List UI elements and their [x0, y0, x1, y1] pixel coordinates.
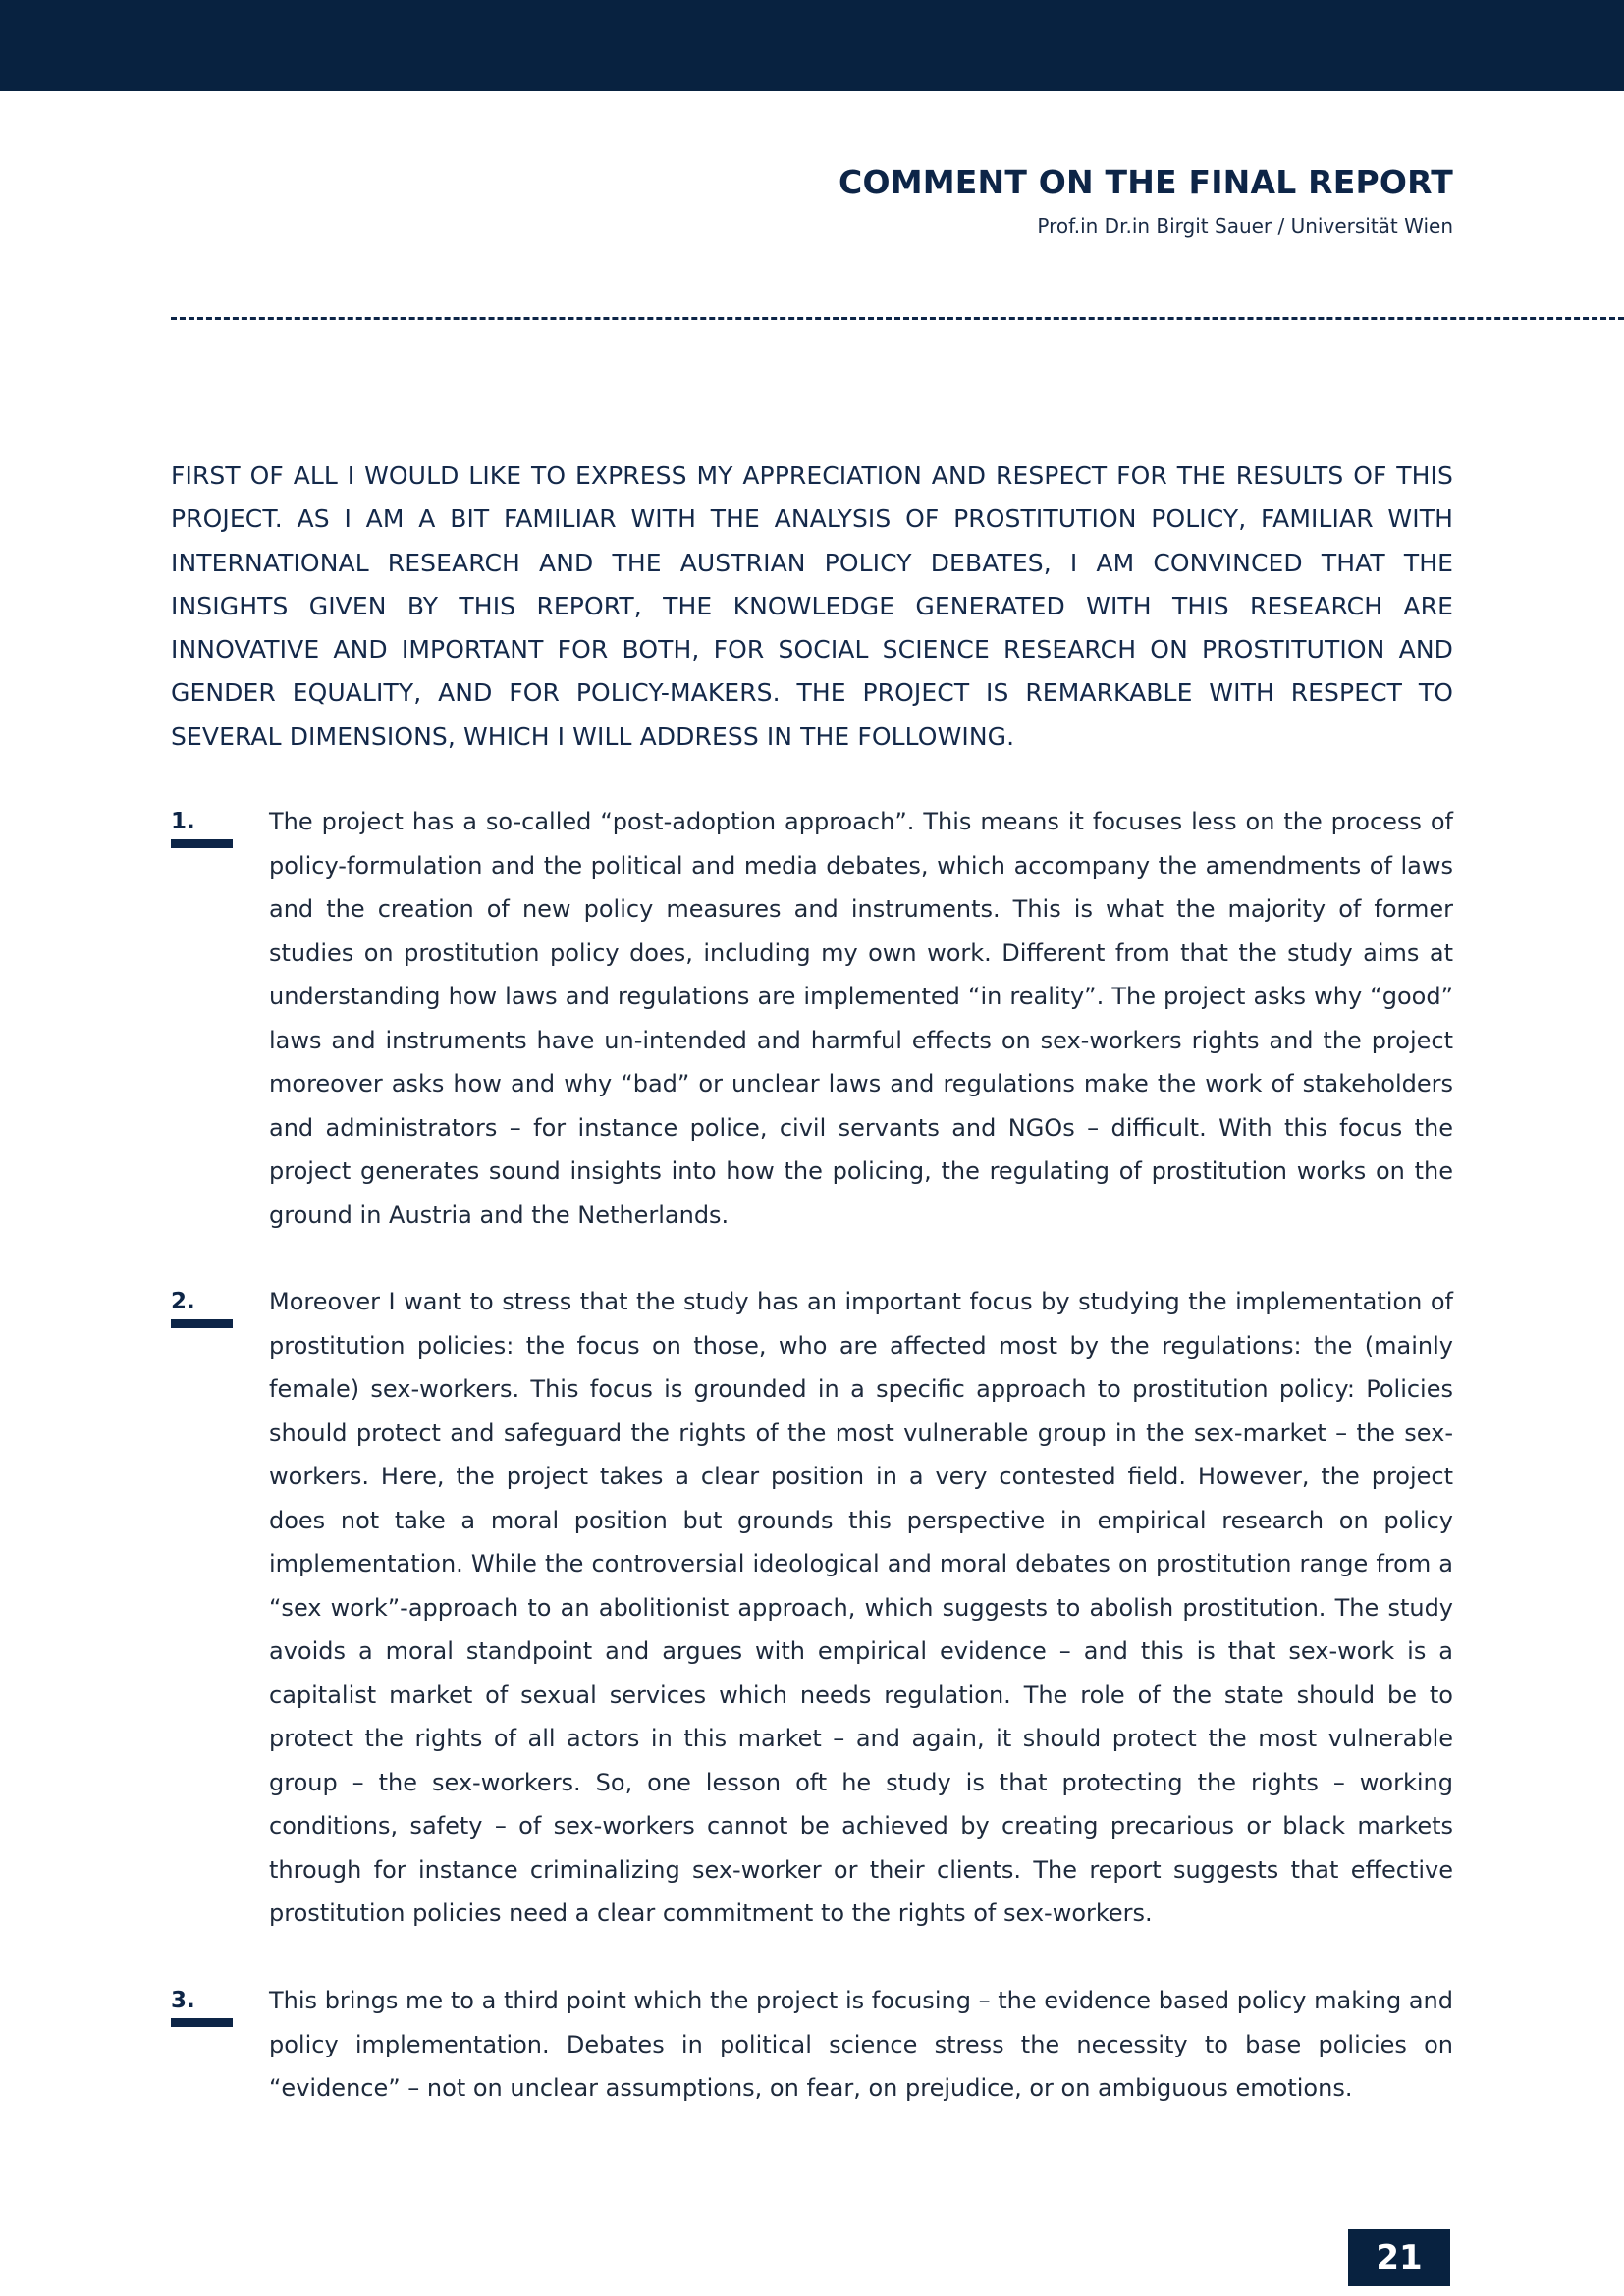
item-number-bar [171, 839, 233, 848]
item-text: Moreover I want to stress that the study has an important focus by studying the implementation of prostitution policies: the focus on those, who are affected most by the regulations: the (mainly female) sex-workers. This focus is grounded in a specific approach to prostitution policy: Policies should protect and safeguard the rights of the most vulnerable group in the sex-market – the sex-workers. Here, the project takes a clear position in a very contested field. However, the project does not take a moral position but grounds this perspective in empirical research on policy implementation. While the controversial ideological and moral debates on prostitution range from a “sex work”-approach to an abolitionist approach, which suggests to abolish prostitution. The study avoids a moral standpoint and argues with empirical evidence – and this is that sex-work is a capitalist market of sexual services which needs regulation. The role of the state should be to protect the rights of all actors in this market – and again, it should protect the most vulnerable group – the sex-workers. So, one lesson oft he study is that protecting the rights – working conditions, safety – of sex-workers cannot be achieved by creating precarious or black markets through for instance criminalizing sex-worker or their clients. The report suggests that effective prostitution policies need a clear commitment to the rights of sex-workers. [269, 1288, 1453, 1927]
item-number [171, 1280, 233, 1324]
item-number [171, 1979, 233, 2023]
item-number-label: 3. [171, 1988, 195, 2013]
item-text: This brings me to a third point which the project is focusing – the evidence based policy making and policy implementation. Debates in political science stress the necessity to base policies on “evidence” – not on unclear assumptions, on fear, on prejudice, or on ambiguous emotions. [269, 1987, 1453, 2102]
author-line: Prof.in Dr.in Birgit Sauer / Universität Wien [1037, 214, 1453, 238]
intro-paragraph: FIRST OF ALL I WOULD LIKE TO EXPRESS MY APPRECIATION AND RESPECT FOR THE RESULTS OF THIS PROJECT. AS I AM A BIT FAMILIAR WITH THE ANALYSIS OF PROSTITUTION POLICY, FAMILIAR WITH INTERNATIONAL RESEARCH AND THE AUSTRIAN POLICY DEBATES, I AM CONVINCED THAT THE INSIGHTS GIVEN BY THIS REPORT, THE KNOWLEDGE GENERATED WITH THIS RESEARCH ARE INNOVATIVE AND IMPORTANT FOR BOTH, FOR SOCIAL SCIENCE RESEARCH ON PROSTITUTION AND GENDER EQUALITY, AND FOR POLICY-MAKERS. THE PROJECT IS REMARKABLE WITH RESPECT TO SEVERAL DIMENSIONS, WHICH I WILL ADDRESS IN THE FOLLOWING. [171, 461, 1453, 751]
item-number-bar [171, 1319, 233, 1328]
list-item [171, 800, 1453, 1237]
list-item [171, 1979, 1453, 2110]
item-number-label: 1. [171, 809, 195, 834]
page-number: 21 [1348, 2229, 1450, 2286]
item-number-bar [171, 2018, 233, 2027]
list-item [171, 1280, 1453, 1936]
item-text: The project has a so-called “post-adoption approach”. This means it focuses less on the process of policy-formulation and the political and media debates, which accompany the amendments of laws and the creation of new policy measures and instruments. This is what the majority of former studies on prostitution policy does, including my own work. Different from that the study aims at understanding how laws and regulations are implemented “in reality”. The project asks why “good” laws and instruments have un-intended and harmful effects on sex-workers rights and the project moreover asks how and why “bad” or unclear laws and regulations make the work of stakeholders and administrators – for instance police, civil servants and NGOs – difficult. With this focus the project generates sound insights into how the policing, the regulating of prostitution works on the ground in Austria and the Netherlands. [269, 808, 1453, 1229]
item-number-label: 2. [171, 1289, 195, 1314]
dashed-divider [171, 317, 1624, 320]
page-title: COMMENT ON THE FINAL REPORT [839, 163, 1453, 201]
item-number [171, 800, 233, 844]
top-banner [0, 0, 1624, 91]
